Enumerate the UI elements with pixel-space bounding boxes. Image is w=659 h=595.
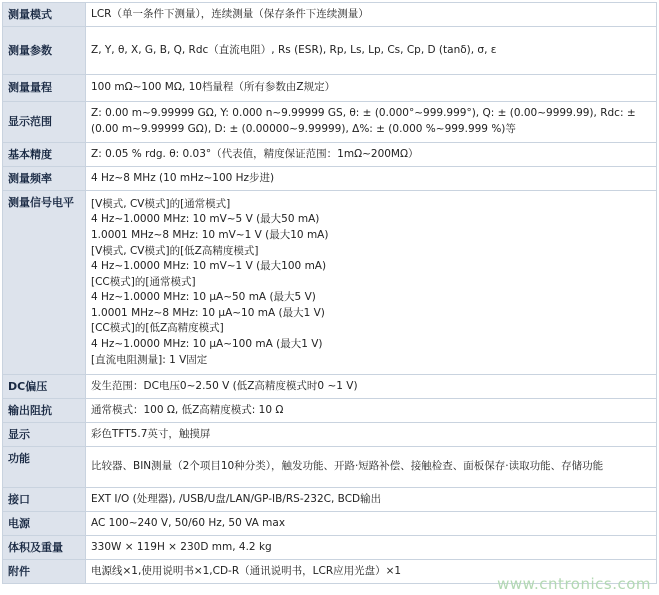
row-value: 330W × 119H × 230D mm, 4.2 kg xyxy=(86,536,656,559)
row-value: Z: 0.00 m~9.99999 GΩ, Y: 0.000 n~9.99999 GS, θ: ± (0.000°~999.999°), Q: ± (0.00~9999.99), Rdc: ± (0.00 m~9.99999 GΩ), D: ± (0.00000~9.99999), Δ%: ± (0.000 %~999.999 %)等 xyxy=(86,102,656,142)
row-label: 输出阻抗 xyxy=(3,399,85,422)
row-label: 测量信号电平 xyxy=(3,191,85,374)
row-label: 测量频率 xyxy=(3,167,85,190)
signal-level-line: 4 Hz~1.0000 MHz: 10 mV~5 V (最大50 mA) xyxy=(91,213,320,226)
row-value: 比较器、BIN测量（2个项目10种分类），触发功能、开路·短路补偿、接触检查、面板保存·读取功能、存储功能 xyxy=(86,447,656,487)
table-row xyxy=(3,102,656,142)
row-value: 100 mΩ~100 MΩ, 10档量程（所有参数由Z规定） xyxy=(86,75,656,101)
table-row xyxy=(3,488,656,511)
table-row xyxy=(3,75,656,101)
row-value: Z: 0.05 % rdg. θ: 0.03°（代表值，精度保证范围：1mΩ~200MΩ） xyxy=(86,143,656,166)
table-row xyxy=(3,167,656,190)
row-label: 接口 xyxy=(3,488,85,511)
table-row xyxy=(3,536,656,559)
signal-level-line: [V模式, CV模式]的[通常模式] xyxy=(91,197,231,210)
signal-level-line: [CC模式]的[通常模式] xyxy=(91,275,196,288)
row-value: 通常模式：100 Ω, 低Z高精度模式: 10 Ω xyxy=(86,399,656,422)
row-value: 发生范围：DC电压0~2.50 V (低Z高精度模式时0 ~1 V) xyxy=(86,375,656,398)
table-row xyxy=(3,399,656,422)
row-value: Z, Y, θ, X, G, B, Q, Rdc（直流电阻）, Rs (ESR), Rp, Ls, Lp, Cs, Cp, D (tanδ), σ, ε xyxy=(86,27,656,74)
signal-level-line: 4 Hz~1.0000 MHz: 10 μA~100 mA (最大1 V) xyxy=(91,338,323,351)
row-label: 电源 xyxy=(3,512,85,535)
table-row xyxy=(3,191,656,374)
row-label: 测量参数 xyxy=(3,27,85,74)
row-value: AC 100~240 V, 50/60 Hz, 50 VA max xyxy=(86,512,656,535)
signal-level-line: 1.0001 MHz~8 MHz: 10 μA~10 mA (最大1 V) xyxy=(91,306,325,319)
row-label: DC偏压 xyxy=(3,375,85,398)
table-row xyxy=(3,447,656,487)
table-row xyxy=(3,512,656,535)
table-row xyxy=(3,375,656,398)
row-label: 测量模式 xyxy=(3,3,85,26)
table-row xyxy=(3,27,656,74)
spec-table xyxy=(2,2,657,584)
signal-level-line: 1.0001 MHz~8 MHz: 10 mV~1 V (最大10 mA) xyxy=(91,228,329,241)
signal-level-line: [CC模式]的[低Z高精度模式] xyxy=(91,322,224,335)
row-value: LCR（单一条件下测量），连续测量（保存条件下连续测量） xyxy=(86,3,656,26)
table-row xyxy=(3,143,656,166)
row-label: 显示范围 xyxy=(3,102,85,142)
row-label: 功能 xyxy=(3,447,85,487)
row-value: 电源线×1,使用说明书×1,CD-R（通讯说明书，LCR应用光盘）×1 xyxy=(86,560,656,583)
watermark: www.cntronics.com xyxy=(497,575,651,593)
row-label: 附件 xyxy=(3,560,85,583)
table-row xyxy=(3,423,656,446)
signal-level-line: 4 Hz~1.0000 MHz: 10 μA~50 mA (最大5 V) xyxy=(91,291,316,304)
row-value: 4 Hz~8 MHz (10 mHz~100 Hz步进) xyxy=(86,167,656,190)
row-value: EXT I/O (处理器), /USB/U盘/LAN/GP-IB/RS-232C, BCD输出 xyxy=(86,488,656,511)
signal-level-line: [V模式, CV模式]的[低Z高精度模式] xyxy=(91,244,259,257)
signal-level-line: 4 Hz~1.0000 MHz: 10 mV~1 V (最大100 mA) xyxy=(91,260,327,273)
row-label: 基本精度 xyxy=(3,143,85,166)
row-value-multiline xyxy=(86,191,656,374)
row-label: 体积及重量 xyxy=(3,536,85,559)
row-label: 测量量程 xyxy=(3,75,85,101)
signal-level-line: [直流电阻测量]: 1 V固定 xyxy=(91,353,208,366)
table-row xyxy=(3,3,656,26)
row-label: 显示 xyxy=(3,423,85,446)
row-value: 彩色TFT5.7英寸，触摸屏 xyxy=(86,423,656,446)
